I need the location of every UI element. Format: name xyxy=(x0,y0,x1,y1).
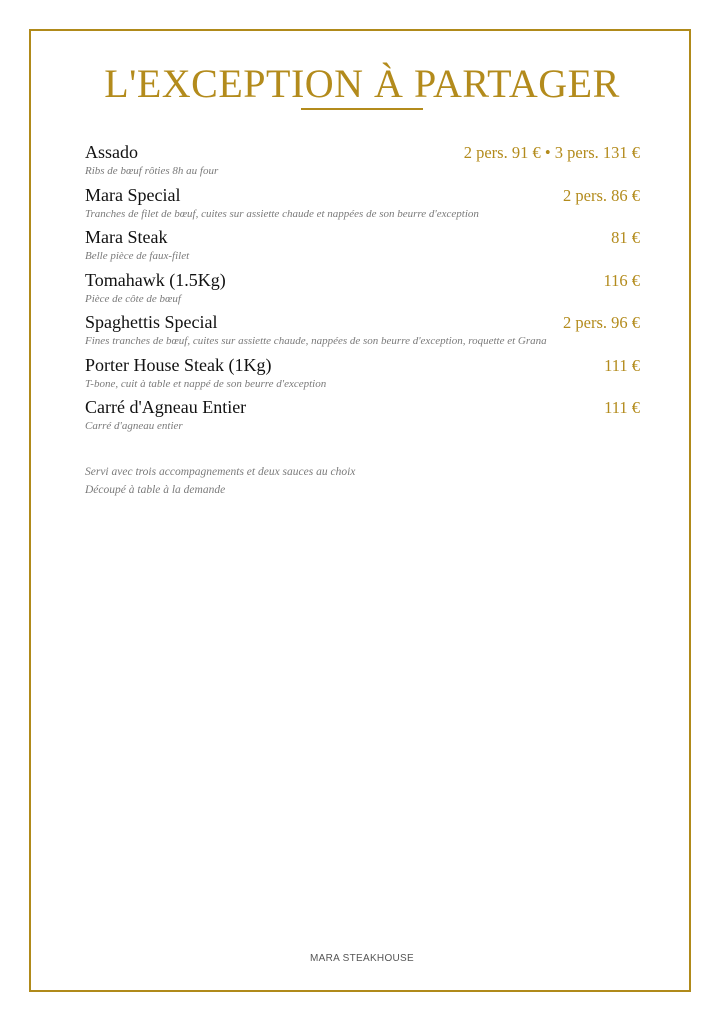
page-title: L'EXCEPTION À PARTAGER xyxy=(104,61,620,106)
menu-item-price: 111 € xyxy=(604,398,640,417)
menu-item xyxy=(85,311,648,354)
menu-item-price: 116 € xyxy=(603,270,640,290)
menu-item-price: 81 € xyxy=(611,228,640,247)
menu-item-name: Tomahawk (1.5Kg) xyxy=(85,269,226,290)
menu-item xyxy=(85,354,648,397)
menu-item-name: Mara Steak xyxy=(85,227,168,247)
menu-item-price: 2 pers. 96 € xyxy=(563,313,640,332)
title-underline xyxy=(301,108,423,110)
menu-item xyxy=(85,269,648,312)
menu-item xyxy=(85,226,648,269)
menu-item-name: Mara Special xyxy=(85,184,181,205)
menu-item-description: Pièce de côte de bœuf xyxy=(85,292,181,305)
menu-item-name: Spaghettis Special xyxy=(85,312,218,332)
menu-item-description: T-bone, cuit à table et nappé de son beurre d'exception xyxy=(85,377,327,390)
menu-item-price: 111 € xyxy=(604,355,640,375)
menu-item-name: Porter House Steak (1Kg) xyxy=(85,354,272,375)
menu-item xyxy=(85,396,648,439)
note-line: Servi avec trois accompagnements et deux sauces au choix xyxy=(85,466,356,478)
menu-item-description: Tranches de filet de bœuf, cuites sur assiette chaude et nappées de son beurre d'exception xyxy=(85,207,479,220)
menu-item-price: 2 pers. 86 € xyxy=(563,185,640,205)
menu-item xyxy=(85,141,648,184)
menu-item-description: Fines tranches de bœuf, cuites sur assiette chaude, nappées de son beurre d'exception, roquette et Grana xyxy=(85,335,547,347)
menu-item-name: Carré d'Agneau Entier xyxy=(85,397,247,417)
menu-list xyxy=(85,141,648,439)
menu-item-price: 2 pers. 91 € • 3 pers. 131 € xyxy=(463,143,640,162)
menu-notes xyxy=(85,463,355,499)
menu-item-name: Assado xyxy=(85,142,138,162)
note-line: Découpé à table à la demande xyxy=(85,484,226,496)
menu-item-description: Belle pièce de faux-filet xyxy=(85,250,190,262)
footer-brand: MARA STEAKHOUSE xyxy=(310,953,414,964)
menu-item-description: Ribs de bœuf rôties 8h au four xyxy=(85,165,219,177)
menu-item xyxy=(85,184,648,227)
menu-item-description: Carré d'agneau entier xyxy=(85,420,183,432)
